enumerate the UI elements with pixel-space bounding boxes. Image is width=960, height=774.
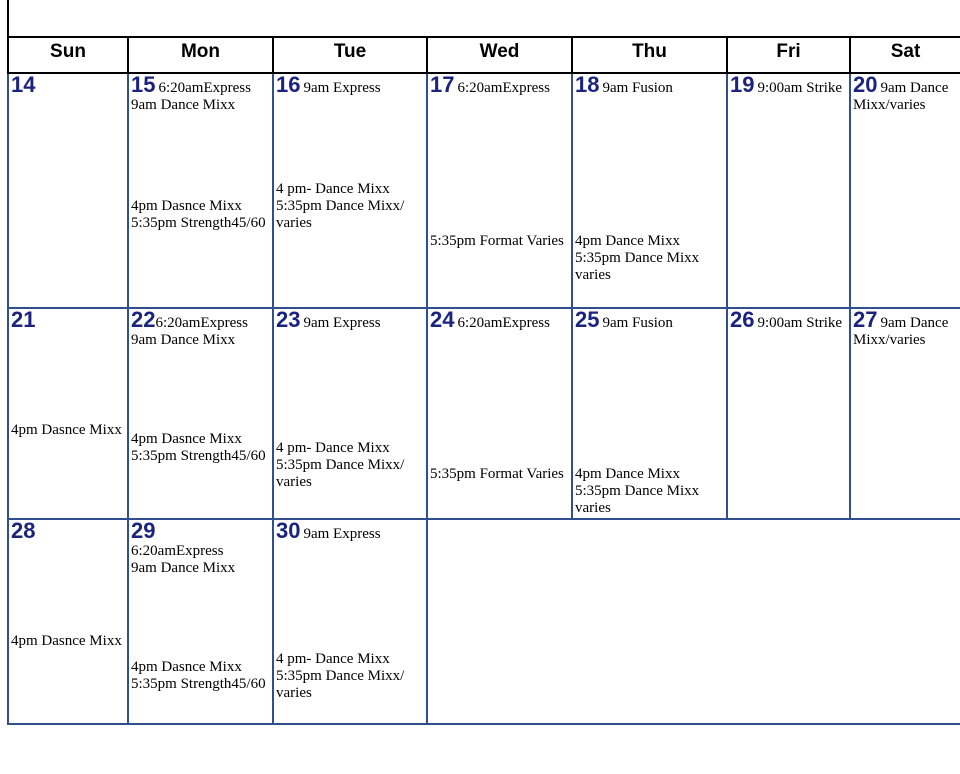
event-text: varies (276, 685, 312, 701)
event-text: 4 pm- Dance Mixx (276, 440, 390, 456)
event-text: 9am Fusion (602, 80, 673, 96)
day-number: 27 (853, 309, 878, 332)
day-cell (7, 520, 129, 725)
event-text: varies (276, 215, 312, 231)
event-text: 6:20amExpress (131, 543, 224, 559)
event-text: 5:35pm Strength45/60 (131, 448, 266, 464)
event-text: 6:20amExpress (457, 315, 550, 331)
event-text: 9am Express (303, 80, 381, 96)
event-text: varies (575, 500, 611, 516)
day-number: 28 (11, 520, 36, 543)
calendar-top-frame (7, 0, 960, 38)
day-number: 22 (131, 309, 156, 332)
day-cell (7, 309, 129, 520)
day-number: 17 (430, 74, 455, 97)
header-sun: Sun (7, 38, 129, 74)
day-number: 23 (276, 309, 301, 332)
day-number: 18 (575, 74, 600, 97)
day-cell (728, 309, 851, 520)
event-text: Mixx/varies (853, 332, 926, 348)
event-text: 5:35pm Dance Mixx (575, 250, 700, 266)
header-sat: Sat (851, 38, 960, 74)
event-text: 9am Dance (880, 80, 949, 96)
day-cell (129, 309, 274, 520)
calendar-bottom-border (428, 723, 960, 725)
day-cell (728, 74, 851, 309)
event-text: 9am Dance Mixx (131, 332, 236, 348)
header-thu: Thu (573, 38, 728, 74)
day-number: 14 (11, 74, 36, 97)
event-text: 6:20amExpress (158, 80, 251, 96)
event-text: 9am Dance Mixx (131, 97, 236, 113)
header-tue: Tue (274, 38, 428, 74)
event-text: 6:20amExpress (457, 80, 550, 96)
event-text: 4pm Dasnce Mixx (11, 422, 122, 438)
day-cell (274, 309, 428, 520)
day-cell (129, 520, 274, 725)
event-text: 4pm Dance Mixx (575, 233, 680, 249)
day-number: 19 (730, 74, 755, 97)
day-cell (851, 74, 960, 309)
event-text: Mixx/varies (853, 97, 926, 113)
day-number: 26 (730, 309, 755, 332)
event-text: 4pm Dance Mixx (575, 466, 680, 482)
event-text: 4pm Dasnce Mixx (11, 633, 122, 649)
event-text: 5:35pm Dance Mixx (575, 483, 700, 499)
day-cell (274, 520, 428, 725)
day-cell (129, 74, 274, 309)
event-text: 6:20amExpress (155, 315, 248, 331)
day-number: 29 (131, 520, 156, 543)
day-cell (573, 309, 728, 520)
day-number: 21 (11, 309, 36, 332)
event-text: 9:00am Strike (757, 80, 843, 96)
day-cell (573, 74, 728, 309)
header-fri: Fri (728, 38, 851, 74)
event-text: 5:35pm Dance Mixx/ (276, 457, 405, 473)
event-text: 9am Dance Mixx (131, 560, 236, 576)
event-text: 9am Express (303, 526, 381, 542)
event-text: 4pm Dasnce Mixx (131, 198, 242, 214)
day-number: 25 (575, 309, 600, 332)
day-cell (851, 309, 960, 520)
header-mon: Mon (129, 38, 274, 74)
event-text: 9:00am Strike (757, 315, 843, 331)
day-cell (7, 74, 129, 309)
event-text: 4 pm- Dance Mixx (276, 181, 390, 197)
event-text: 5:35pm Format Varies (430, 466, 564, 482)
event-text: 4 pm- Dance Mixx (276, 651, 390, 667)
event-text: 9am Express (303, 315, 381, 331)
event-text: varies (575, 267, 611, 283)
event-text: 9am Dance (880, 315, 949, 331)
header-wed: Wed (428, 38, 573, 74)
day-number: 15 (131, 74, 156, 97)
event-text: 5:35pm Strength45/60 (131, 676, 266, 692)
day-number: 16 (276, 74, 301, 97)
day-cell (428, 309, 573, 520)
day-number: 20 (853, 74, 878, 97)
event-text: varies (276, 474, 312, 490)
event-text: 5:35pm Format Varies (430, 233, 564, 249)
day-cell (428, 74, 573, 309)
event-text: 9am Fusion (602, 315, 673, 331)
day-cell (274, 74, 428, 309)
day-number: 30 (276, 520, 301, 543)
event-text: 5:35pm Dance Mixx/ (276, 668, 405, 684)
event-text: 4pm Dasnce Mixx (131, 659, 242, 675)
event-text: 4pm Dasnce Mixx (131, 431, 242, 447)
event-text: 5:35pm Strength45/60 (131, 215, 266, 231)
event-text: 5:35pm Dance Mixx/ (276, 198, 405, 214)
day-number: 24 (430, 309, 455, 332)
